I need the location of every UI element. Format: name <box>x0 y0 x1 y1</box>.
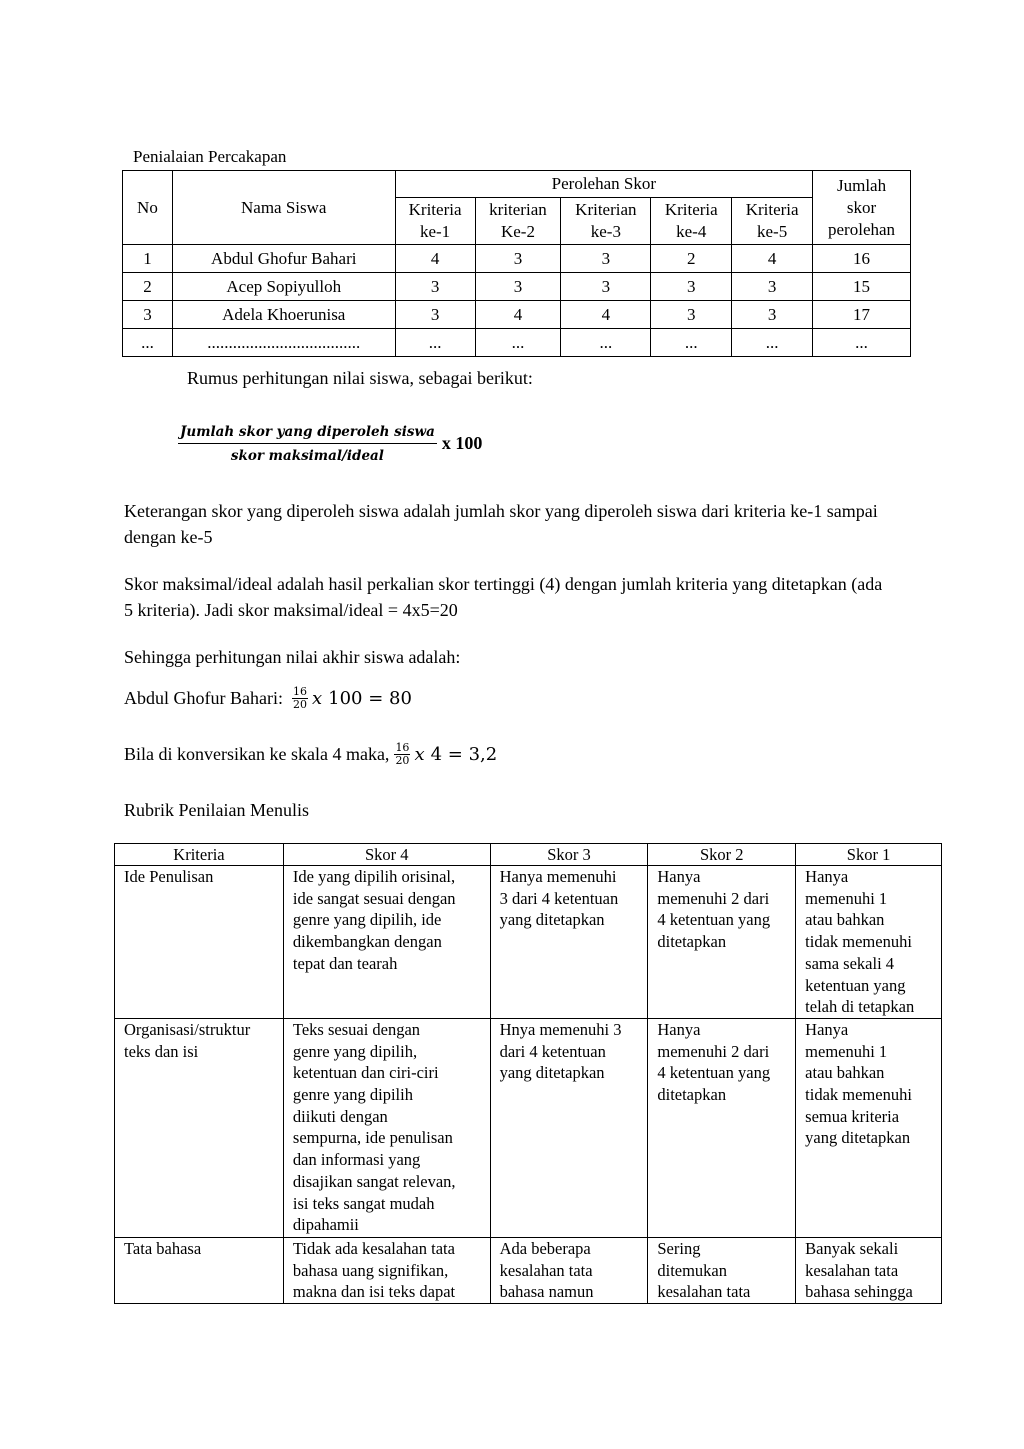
rubric-header-cell: Skor 2 <box>648 844 796 866</box>
cell: ... <box>813 329 911 357</box>
rubric-line: Hnya memenuhi 3 <box>499 1019 622 1039</box>
rubric-header-cell: Kriteria <box>115 844 284 866</box>
rubric-cell <box>283 866 490 1019</box>
example-label: Abdul Ghofur Bahari: <box>124 688 283 708</box>
rubric-line: dari 4 ketentuan <box>499 1041 606 1061</box>
cell: 3 <box>561 273 651 301</box>
header-criterion <box>732 198 813 245</box>
rubric-cell <box>115 1018 284 1237</box>
rubric-line: ditetapkan <box>657 932 727 952</box>
rubric-row <box>115 1237 942 1303</box>
rubric-line: yang ditetapkan <box>499 910 605 930</box>
score-table <box>122 170 911 357</box>
cell: 3 <box>395 273 475 301</box>
rubric-line: semua kriteria <box>805 1106 900 1126</box>
rubric-line: genre yang dipilih, ide <box>292 910 442 930</box>
example-calculation-2 <box>124 742 497 767</box>
rubric-line: Sering <box>657 1238 701 1258</box>
rubric-line: memenuhi 1 <box>805 1041 888 1061</box>
table-row <box>123 245 911 273</box>
rubric-cell <box>490 1018 648 1237</box>
header-no: No <box>123 171 173 245</box>
cell: 17 <box>813 301 911 329</box>
cell: 3 <box>561 245 651 273</box>
example-operator: x <box>414 744 425 765</box>
rubric-line: memenuhi 2 dari <box>657 888 770 908</box>
rubric-header-cell: Skor 3 <box>490 844 648 866</box>
cell: Abdul Ghofur Bahari <box>172 245 395 273</box>
fraction-denominator: 20 <box>292 698 307 711</box>
rubric-line: teks dan isi <box>124 1041 199 1061</box>
rubric-line: atau bahkan <box>805 1063 885 1083</box>
rubric-line: dipahamii <box>292 1215 359 1235</box>
rubric-line: dan informasi yang <box>292 1150 421 1170</box>
rubric-line: bahasa sehingga <box>805 1282 913 1302</box>
cell: 1 <box>123 245 173 273</box>
table-row <box>123 301 911 329</box>
rubric-line: Hanya <box>805 867 849 886</box>
criterion-line: kriterian <box>489 200 547 219</box>
rubric-cell <box>796 866 942 1019</box>
rubric-line: Banyak sekali <box>805 1238 899 1258</box>
cell: 2 <box>651 245 732 273</box>
rubric-line: isi teks sangat mudah <box>292 1193 435 1213</box>
cell: 4 <box>395 245 475 273</box>
rubric-line: Hanya <box>657 867 701 886</box>
rubric-cell <box>796 1237 942 1303</box>
rubric-line: Organisasi/struktur <box>124 1019 251 1039</box>
rubric-cell <box>648 1237 796 1303</box>
rubric-cell <box>490 866 648 1019</box>
rubric-line: yang ditetapkan <box>805 1128 911 1148</box>
rubric-cell <box>283 1237 490 1303</box>
formula-numerator: Jumlah skor yang diperoleh siswa <box>178 424 437 444</box>
example-result: 100 = 80 <box>328 688 412 709</box>
cell: ... <box>123 329 173 357</box>
cell: ... <box>651 329 732 357</box>
score-formula <box>178 424 482 464</box>
rubric-line: Teks sesuai dengan <box>292 1019 421 1039</box>
criterion-line: Kriteria <box>664 200 718 219</box>
header-total-line: skor <box>846 197 877 217</box>
cell: 3 <box>732 301 813 329</box>
criterion-line: ke-3 <box>590 222 621 241</box>
cell: 4 <box>561 301 651 329</box>
rubric-cell <box>648 1018 796 1237</box>
formula-intro: Rumus perhitungan nilai siswa, sebagai berikut: <box>187 368 533 388</box>
cell: ... <box>475 329 561 357</box>
rubric-line: genre yang dipilih <box>292 1085 413 1105</box>
rubric-line: 3 dari 4 ketentuan <box>499 888 619 908</box>
header-total-line: perolehan <box>828 219 896 239</box>
rubric-line: ide sangat sesuai dengan <box>292 888 456 908</box>
cell: 4 <box>475 301 561 329</box>
rubric-line: diikuti dengan <box>292 1106 388 1126</box>
header-criterion <box>475 198 561 245</box>
example-result: 4 = 3,2 <box>430 744 498 765</box>
rubric-line: ketentuan yang <box>805 975 906 995</box>
rubric-line: 4 ketentuan yang <box>657 1063 771 1083</box>
cell: .................................... <box>172 329 395 357</box>
paragraph-skor-maksimal: Skor maksimal/ideal adalah hasil perkalian skor tertinggi (4) dengan jumlah kriteria yang ditetapkan (ada 5 kriteria). Jadi skor maksimal/ideal = 4x5=20 <box>124 574 883 620</box>
rubric-cell <box>490 1237 648 1303</box>
formula-denominator: skor maksimal/ideal <box>230 448 384 464</box>
cell: 4 <box>732 245 813 273</box>
cell: 3 <box>651 301 732 329</box>
cell: 16 <box>813 245 911 273</box>
paragraph-perhitungan: Sehingga perhitungan nilai akhir siswa adalah: <box>124 647 461 667</box>
cell: 2 <box>123 273 173 301</box>
rubric-row <box>115 1018 942 1237</box>
rubric-cell <box>115 1237 284 1303</box>
rubric-cell <box>115 866 284 1019</box>
rubric-line: Hanya <box>805 1019 849 1039</box>
criterion-line: ke-5 <box>757 222 788 241</box>
rubric-line: Tidak ada kesalahan tata <box>292 1238 455 1258</box>
rubric-line: ditemukan <box>657 1260 728 1280</box>
fraction-numerator: 16 <box>292 685 307 698</box>
header-criterion <box>561 198 651 245</box>
cell: 3 <box>475 273 561 301</box>
cell: Acep Sopiyulloh <box>172 273 395 301</box>
rubric-cell <box>796 1018 942 1237</box>
criterion-line: Kriteria <box>745 200 799 219</box>
header-criterion <box>395 198 475 245</box>
rubric-line: dikembangkan dengan <box>292 932 442 952</box>
rubric-cell <box>283 1018 490 1237</box>
rubric-title: Rubrik Penilaian Menulis <box>124 800 309 820</box>
rubric-line: yang ditetapkan <box>499 1063 605 1083</box>
rubric-line: bahasa namun <box>499 1282 594 1302</box>
rubric-line: kesalahan tata <box>657 1282 751 1302</box>
table-row <box>123 329 911 357</box>
rubric-line: tidak memenuhi <box>805 932 912 952</box>
example-calculation-1 <box>124 686 412 711</box>
rubric-line: 4 ketentuan yang <box>657 910 771 930</box>
rubric-header-cell: Skor 4 <box>283 844 490 866</box>
rubric-line: makna dan isi teks dapat <box>292 1282 456 1302</box>
header-criterion <box>651 198 732 245</box>
formula-multiplier: x 100 <box>441 432 483 453</box>
cell: 3 <box>395 301 475 329</box>
example-label: Bila di konversikan ke skala 4 maka, <box>124 744 390 764</box>
rubric-line: tepat dan tearah <box>292 953 398 973</box>
rubric-table <box>114 843 942 1304</box>
header-name: Nama Siswa <box>172 171 395 245</box>
formula-fraction <box>178 424 437 464</box>
header-score-group: Perolehan Skor <box>395 171 812 198</box>
rubric-line: Tata bahasa <box>124 1238 202 1258</box>
example-fraction <box>292 686 308 711</box>
fraction-numerator: 16 <box>395 741 410 754</box>
rubric-line: tidak memenuhi <box>805 1085 912 1105</box>
rubric-line: ketentuan dan ciri-ciri <box>292 1063 439 1083</box>
rubric-line: kesalahan tata <box>805 1260 899 1280</box>
criterion-line: Kriterian <box>575 200 637 219</box>
cell: Adela Khoerunisa <box>172 301 395 329</box>
cell: 3 <box>123 301 173 329</box>
rubric-line: bahasa uang signifikan, <box>292 1260 449 1280</box>
cell: 3 <box>651 273 732 301</box>
rubric-line: telah di tetapkan <box>805 997 915 1017</box>
fraction-denominator: 20 <box>395 754 410 767</box>
cell: 3 <box>475 245 561 273</box>
rubric-line: sempurna, ide penulisan <box>292 1128 453 1148</box>
cell: ... <box>561 329 651 357</box>
rubric-line: Ide yang dipilih orisinal, <box>292 867 456 886</box>
rubric-line: ditetapkan <box>657 1085 727 1105</box>
cell: 15 <box>813 273 911 301</box>
rubric-line: atau bahkan <box>805 910 885 930</box>
rubric-line: sama sekali 4 <box>805 953 895 973</box>
example-operator: x <box>311 688 323 709</box>
rubric-line: genre yang dipilih, <box>292 1041 418 1061</box>
rubric-line: disajikan sangat relevan, <box>292 1171 456 1191</box>
criterion-line: ke-1 <box>419 222 451 241</box>
rubric-line: Ada beberapa <box>499 1238 591 1258</box>
rubric-line: Ide Penulisan <box>124 867 214 886</box>
example-fraction <box>394 742 410 767</box>
rubric-cell <box>648 866 796 1019</box>
section-title: Penialaian Percakapan <box>133 147 287 166</box>
rubric-line: Hanya <box>657 1019 701 1039</box>
header-total-line: Jumlah <box>836 175 887 195</box>
rubric-row <box>115 866 942 1019</box>
criterion-line: Ke-2 <box>500 222 535 241</box>
rubric-line: Hanya memenuhi <box>499 867 617 886</box>
cell: ... <box>395 329 475 357</box>
header-total <box>813 171 911 245</box>
rubric-header-row <box>115 844 942 866</box>
paragraph-keterangan: Keterangan skor yang diperoleh siswa adalah jumlah skor yang diperoleh siswa dari kriteria ke-1 sampai dengan ke-5 <box>124 501 878 547</box>
rubric-header-cell: Skor 1 <box>796 844 942 866</box>
table-row <box>123 273 911 301</box>
criterion-line: Kriteria <box>408 200 462 219</box>
criterion-line: ke-4 <box>676 222 707 241</box>
rubric-line: kesalahan tata <box>499 1260 593 1280</box>
rubric-line: memenuhi 2 dari <box>657 1041 770 1061</box>
cell: ... <box>732 329 813 357</box>
rubric-line: memenuhi 1 <box>805 888 888 908</box>
cell: 3 <box>732 273 813 301</box>
